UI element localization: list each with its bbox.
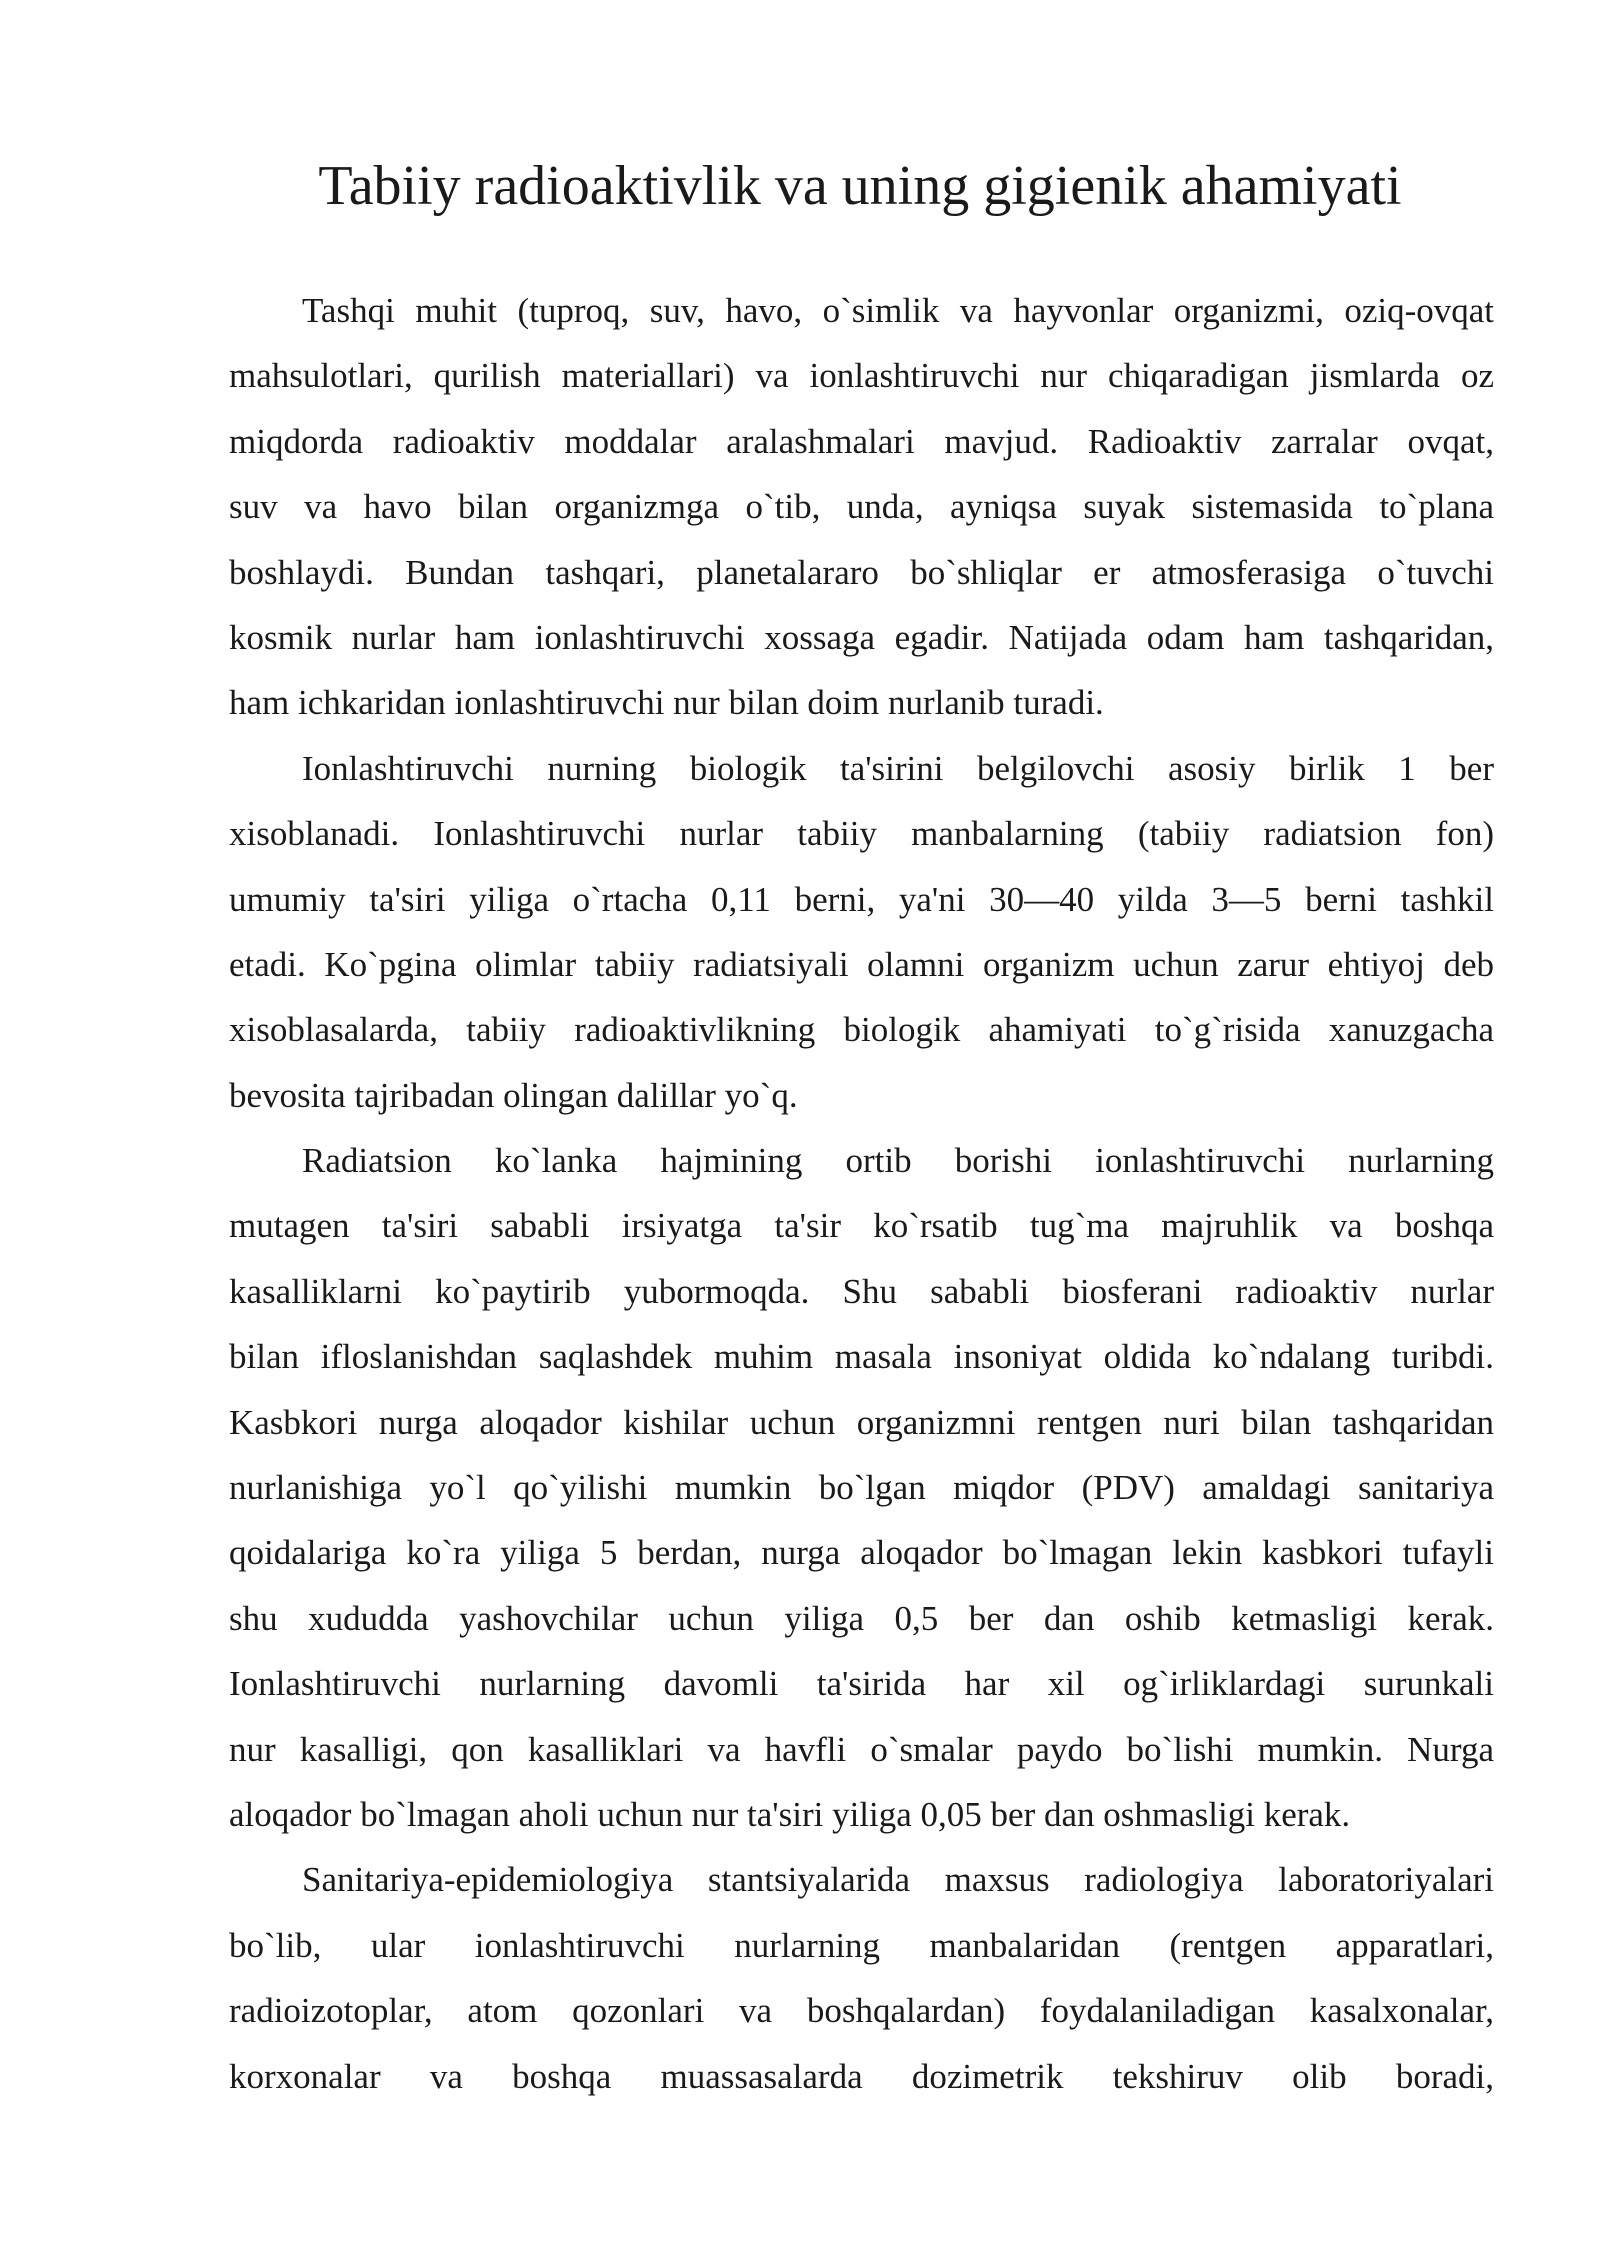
text-line: kosmik nurlar ham ionlashtiruvchi xossaga egadir. Natijada odam ham tashqaridan, — [229, 617, 1494, 657]
text-line: miqdorda radioaktiv moddalar aralashmalari mavjud. Radioaktiv zarralar ovqat, — [229, 421, 1494, 461]
text-line: xisoblanadi. Ionlashtiruvchi nurlar tabiiy manbalarning (tabiiy radiatsion fon) — [229, 814, 1494, 854]
text-line: aloqador bo`lmagan aholi uchun nur ta'siri yiliga 0,05 ber dan oshmasligi kerak. — [229, 1794, 1351, 1834]
text-line: Tashqi muhit (tuproq, suv, havo, o`simlik va hayvonlar organizmi, oziq-ovqat — [302, 291, 1494, 330]
text-line: Radiatsion ko`lanka hajmining ortib borishi ionlashtiruvchi nurlarning — [302, 1141, 1494, 1181]
text-line: bo`lib, ular ionlashtiruvchi nurlarning manbalaridan (rentgen apparatlari, — [229, 1925, 1494, 1965]
text-line: bilan ifloslanishdan saqlashdek muhim masala insoniyat oldida ko`ndalang turibdi. — [229, 1337, 1494, 1377]
text-line: korxonalar va boshqa muassasalarda dozimetrik tekshiruv olib boradi, — [229, 2056, 1494, 2096]
text-line: nur kasalligi, qon kasalliklari va havfli o`smalar paydo bo`lishi mumkin. Nurga — [229, 1729, 1494, 1769]
text-line: umumiy ta'siri yiliga o`rtacha 0,11 berni, ya'ni 30—40 yilda 3—5 berni tashkil — [229, 879, 1494, 919]
document-title: Tabiiy radioaktivlik va uning gigienik ahamiyati — [318, 155, 1402, 217]
text-line: bevosita tajribadan olingan dalillar yo`q. — [229, 1075, 798, 1115]
text-line: kasalliklarni ko`paytirib yubormoqda. Shu sababli biosferani radioaktiv nurlar — [229, 1271, 1494, 1311]
text-line: mahsulotlari, qurilish materiallari) va ionlashtiruvchi nur chiqaradigan jismlarda oz — [229, 356, 1494, 396]
text-line: Kasbkori nurga aloqador kishilar uchun organizmni rentgen nuri bilan tashqaridan — [229, 1402, 1494, 1442]
paragraph-3 — [229, 1128, 1494, 1847]
text-line: radioizotoplar, atom qozonlari va boshqalardan) foydalaniladigan kasalxonalar, — [229, 1991, 1494, 2031]
text-line: nurlanishiga yo`l qo`yilishi mumkin bo`lgan miqdor (PDV) amaldagi sanitariya — [229, 1468, 1494, 1508]
text-line: boshlaydi. Bundan tashqari, planetalararo bo`shliqlar er atmosferasiga o`tuvchi — [229, 552, 1494, 592]
paragraph-1 — [229, 278, 1494, 736]
text-line: Ionlashtiruvchi nurlarning davomli ta'sirida har xil og`irliklardagi surunkali — [229, 1664, 1494, 1704]
text-line: Ionlashtiruvchi nurning biologik ta'sirini belgilovchi asosiy birlik 1 ber — [302, 748, 1494, 788]
document-body — [229, 278, 1494, 2109]
text-line: etadi. Ko`pgina olimlar tabiiy radiatsiyali olamni organizm uchun zarur ehtiyoj deb — [229, 944, 1494, 984]
text-line: suv va havo bilan organizmga o`tib, unda, ayniqsa suyak sistemasida to`plana — [229, 487, 1494, 527]
text-line: xisoblasalarda, tabiiy radioaktivlikning biologik ahamiyati to`g`risida xanuzgacha — [229, 1010, 1494, 1050]
text-line: Sanitariya-epidemiologiya stantsiyalarida maxsus radiologiya laboratoriyalari — [302, 1860, 1494, 1900]
paragraph-4 — [229, 1847, 1494, 2109]
text-line: qoidalariga ko`ra yiliga 5 berdan, nurga aloqador bo`lmagan lekin kasbkori tufayli — [229, 1533, 1494, 1573]
text-line: mutagen ta'siri sababli irsiyatga ta'sir ko`rsatib tug`ma majruhlik va boshqa — [229, 1206, 1494, 1246]
text-line: ham ichkaridan ionlashtiruvchi nur bilan doim nurlanib turadi. — [229, 683, 1104, 723]
paragraph-2 — [229, 736, 1494, 1128]
text-line: shu xududda yashovchilar uchun yiliga 0,5 ber dan oshib ketmasligi kerak. — [229, 1598, 1494, 1638]
